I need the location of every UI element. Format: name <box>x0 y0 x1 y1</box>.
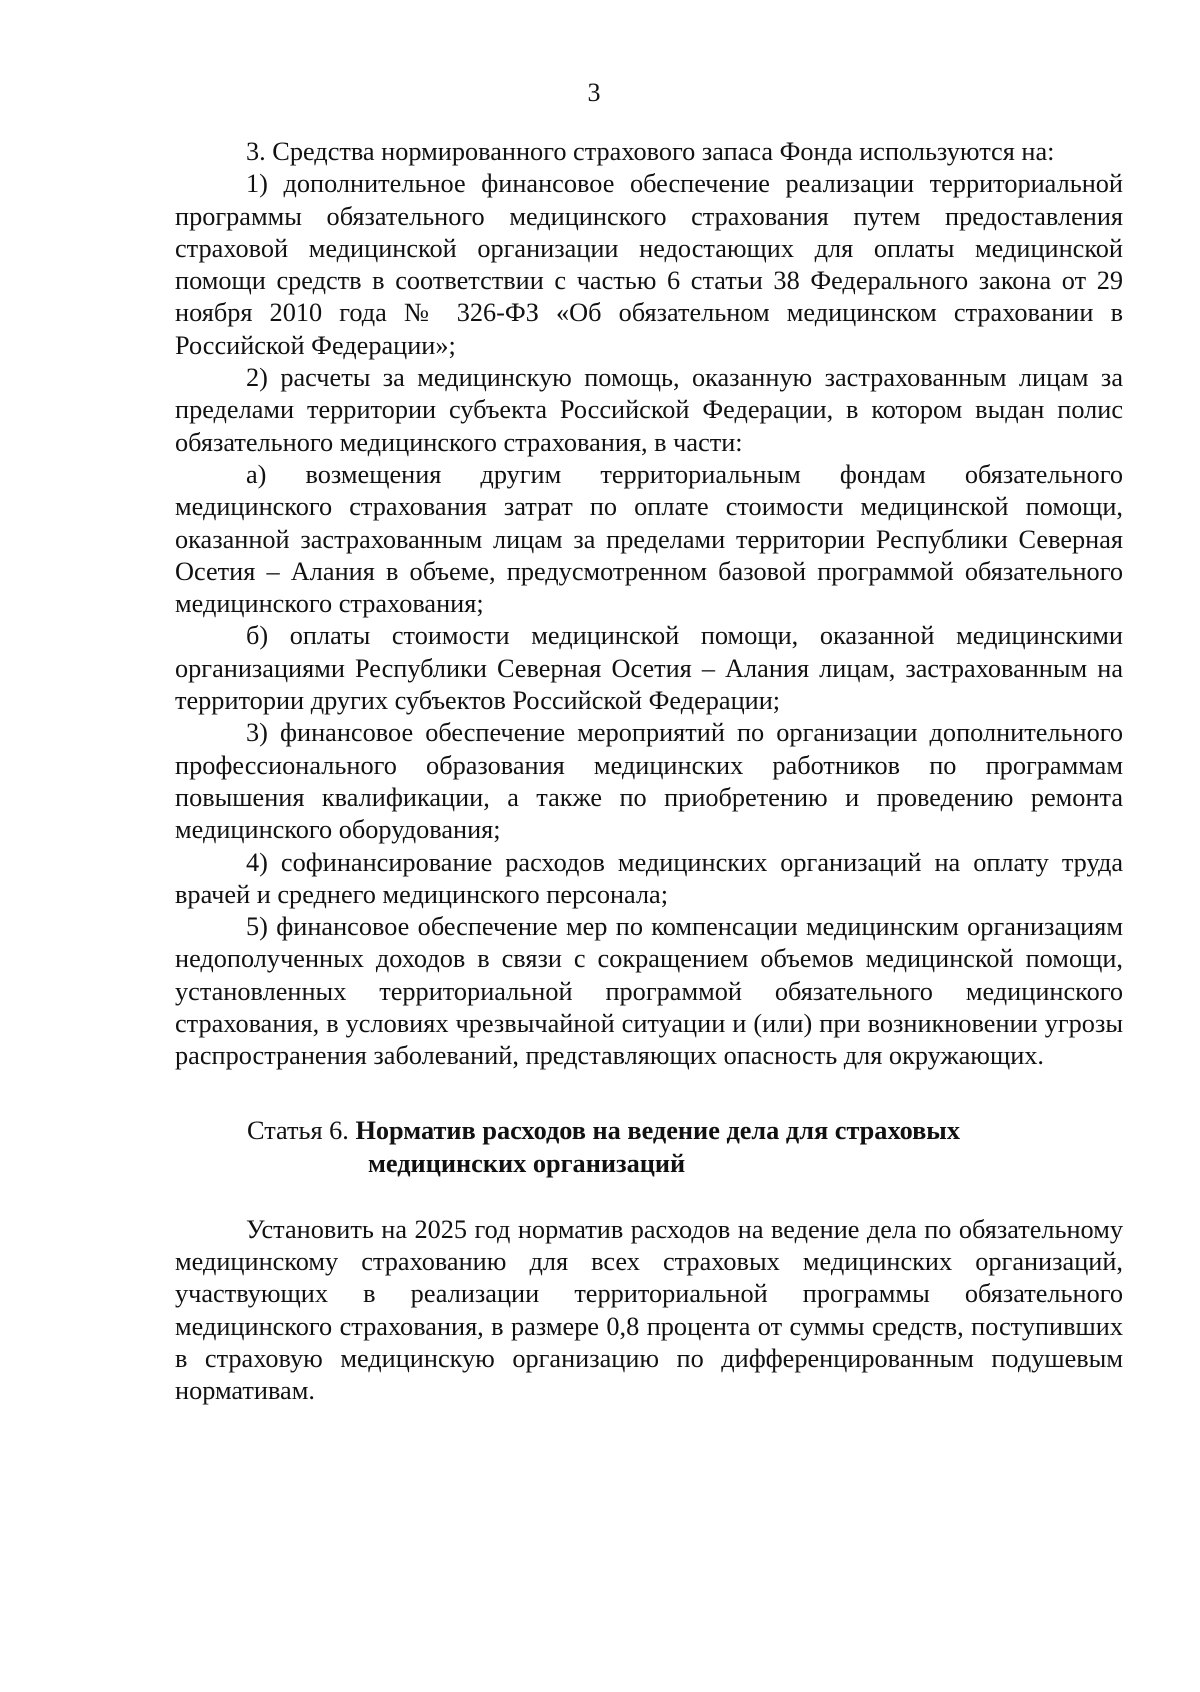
paragraph-item-2b: б) оплаты стоимости медицинской помощи, оказанной медицинскими организациями Республики Северная Осетия – Алания лицам, застрахованным на территории других субъектов Российской Федерации; <box>175 621 1123 716</box>
article-6-number: Статья 6. <box>247 1115 349 1145</box>
page-number: 3 <box>587 78 601 107</box>
article-6-title-line2: медицинских организаций <box>368 1148 686 1178</box>
paragraph-item-3: 3) финансовое обеспечение мероприятий по организации дополнительного профессионального образования медицинских работников по программам повышения квалификации, а также по приобретению и проведению ремонта медицинского оборудования; <box>175 718 1123 845</box>
article-6-title-line1: Норматив расходов на ведение дела для страховых <box>355 1115 960 1145</box>
document-body <box>175 136 1123 1407</box>
paragraph-item-2a: а) возмещения другим территориальным фондам обязательного медицинского страхования затрат по оплате стоимости медицинской помощи, оказанной застрахованным лицам за пределами территории Республики Северная Осетия – Алания в объеме, предусмотренном базовой программой обязательного медицинского страхования; <box>175 459 1123 619</box>
paragraph-item-5: 5) финансовое обеспечение мер по компенсации медицинским организациям недополученных доходов в связи с сокращением объемов медицинской помощи, установленных территориальной программой обязательного медицинского страхования, в условиях чрезвычайной ситуации и (или) при возникновении угрозы распространения заболеваний, представляющих опасность для окружающих. <box>175 912 1123 1071</box>
paragraph-section-3-intro: 3. Средства нормированного страхового запаса Фонда используются на: <box>246 137 1055 166</box>
paragraph-item-2: 2) расчеты за медицинскую помощь, оказанную застрахованным лицам за пределами территории субъекта Российской Федерации, в котором выдан полис обязательного медицинского страхования, в части: <box>175 363 1123 457</box>
paragraph-item-4: 4) софинансирование расходов медицинских организаций на оплату труда врачей и среднего медицинского персонала; <box>175 847 1123 909</box>
article-6-body: Установить на 2025 год норматив расходов на ведение дела по обязательному медицинскому страхованию для всех страховых медицинских организаций, участвующих в реализации территориальной программы обязательного медицинского страхования, в размере 0,8 процента от суммы средств, поступивших в страховую медицинскую организацию по дифференцированным подушевым нормативам. <box>175 1214 1123 1406</box>
article-6-heading <box>175 1114 1123 1180</box>
paragraph-item-1: 1) дополнительное финансовое обеспечение реализации территориальной программы обязательного медицинского страхования путем предоставления страховой медицинской организации недостающих для оплаты медицинской помощи средств в соответствии с частью 6 статьи 38 Федерального закона от 29 ноября 2010 года № 326-ФЗ «Об обязательном медицинском страховании в Российской Федерации»; <box>175 169 1123 360</box>
